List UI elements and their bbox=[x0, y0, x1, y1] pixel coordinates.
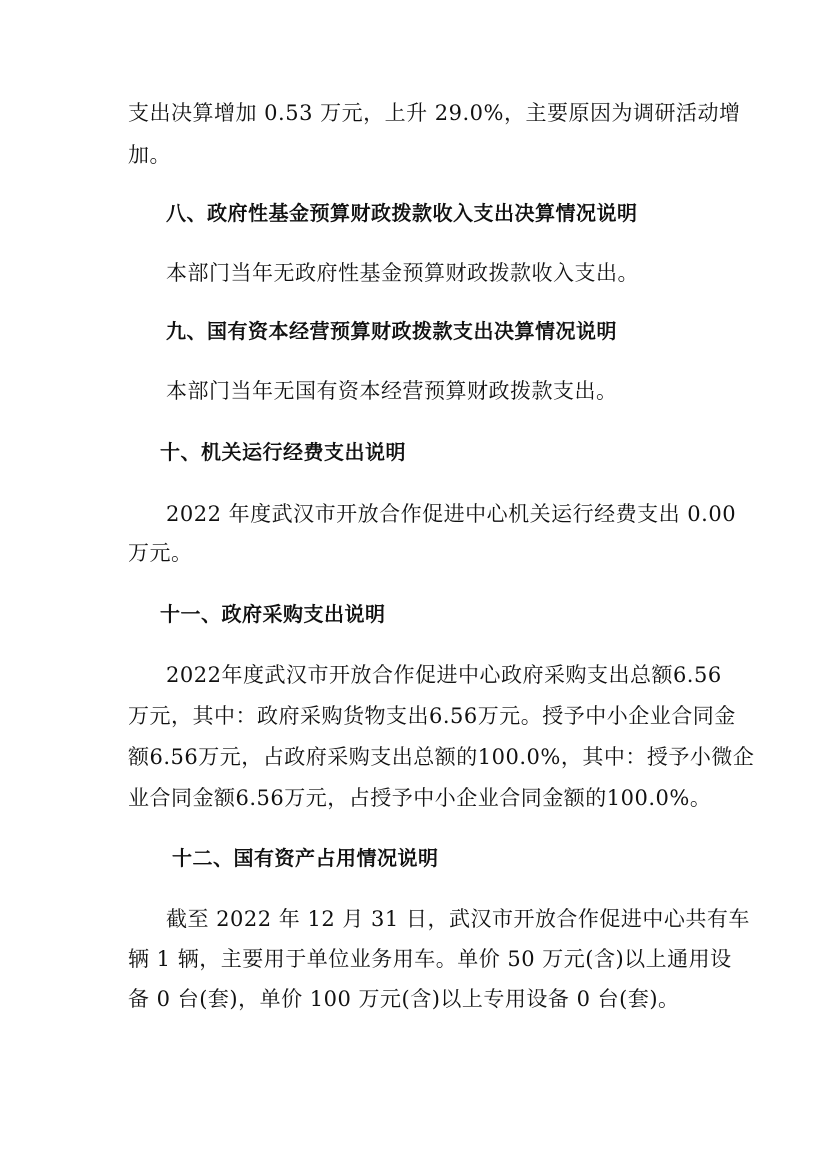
body-line: 本部门当年无国有资本经营预算财政拨款支出。 bbox=[166, 379, 618, 403]
body-line: 业合同金额6.56万元，占授予中小企业合同金额的100.0%。 bbox=[128, 786, 712, 810]
body-line: 加。 bbox=[128, 143, 171, 167]
body-line: 万元，其中：政府采购货物支出6.56万元。授予中小企业合同金 bbox=[128, 704, 736, 728]
body-line: 备 0 台(套)，单价 100 万元(含)以上专用设备 0 台(套)。 bbox=[128, 987, 680, 1011]
body-line: 额6.56万元，占政府采购支出总额的100.0%，其中：授予小微企 bbox=[128, 745, 755, 769]
section-heading: 十一、政府采购支出说明 bbox=[160, 602, 386, 626]
body-line: 万元。 bbox=[128, 541, 193, 565]
body-line: 本部门当年无政府性基金预算财政拨款收入支出。 bbox=[166, 261, 639, 285]
section-heading: 十、机关运行经费支出说明 bbox=[160, 440, 406, 464]
body-line: 截至 2022 年 12 月 31 日，武汉市开放合作促进中心共有车 bbox=[166, 907, 750, 931]
body-line: 2022年度武汉市开放合作促进中心政府采购支出总额6.56 bbox=[166, 663, 722, 687]
section-heading: 八、政府性基金预算财政拨款收入支出决算情况说明 bbox=[166, 201, 638, 225]
body-line: 2022 年度武汉市开放合作促进中心机关运行经费支出 0.00 bbox=[166, 502, 737, 526]
section-heading: 十二、国有资产占用情况说明 bbox=[172, 846, 439, 870]
body-line: 支出决算增加 0.53 万元，上升 29.0%，主要原因为调研活动增 bbox=[128, 101, 741, 125]
section-heading: 九、国有资本经营预算财政拨款支出决算情况说明 bbox=[166, 319, 617, 343]
body-line: 辆 1 辆，主要用于单位业务用车。单价 50 万元(含)以上通用设 bbox=[128, 947, 732, 971]
